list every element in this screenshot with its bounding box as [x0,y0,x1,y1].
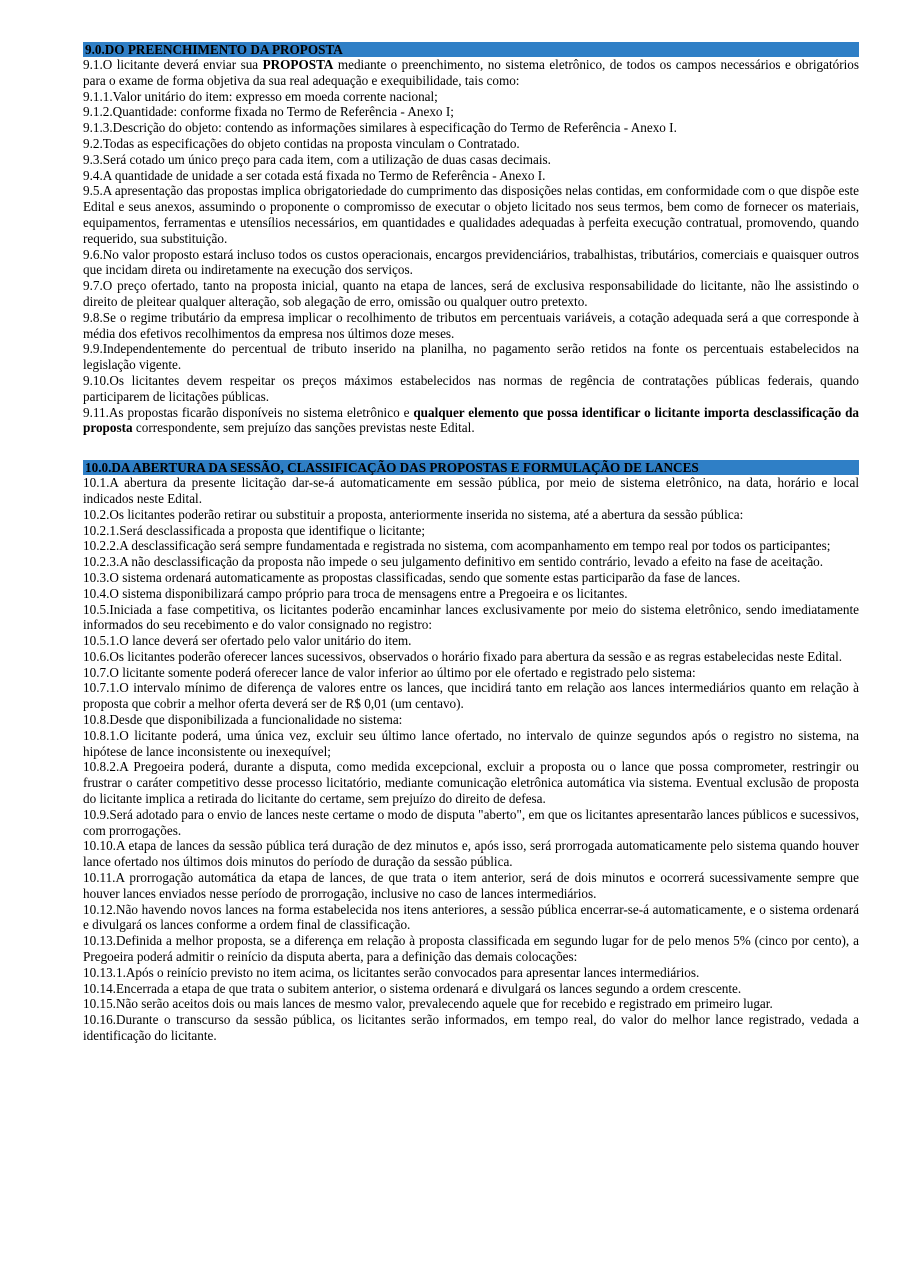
clause-paragraph [83,278,859,310]
text: 10.7.O licitante somente poderá oferecer lance de valor inferior ao último por ele ofertado e registrado pelo sistema: [83,664,696,680]
text: 10.13.Definida a melhor proposta, se a diferença em relação à proposta classificada em segundo lugar for de pelo menos 5% (cinco por cento), a Pregoeira poderá admitir o reinício da disputa aberta, para a definição das demais colocações: [83,933,859,965]
text: 10.5.1.O lance deverá ser ofertado pelo valor unitário do item. [83,633,412,649]
text: 10.3.O sistema ordenará automaticamente as propostas classificadas, sendo que somente estas participarão da fase de lances. [83,569,741,585]
clause-paragraph [83,104,859,120]
text: 10.4.O sistema disponibilizará campo próprio para troca de mensagens entre a Pregoeira e os licitantes. [83,585,628,601]
clause-paragraph [83,168,859,184]
text: 10.5.Iniciada a fase competitiva, os licitantes poderão encaminhar lances exclusivamente por meio do sistema eletrônico, sendo imediatamente informados do seu recebimento e do valor consignado no registro: [83,601,859,633]
clause-paragraph [83,523,859,539]
clause-paragraph [83,120,859,136]
clause-paragraph [83,507,859,523]
section-1 [83,42,859,436]
clause-paragraph [83,136,859,152]
text: 10.11.A prorrogação automática da etapa de lances, de que trata o item anterior, será de dois minutos e ocorrerá sucessivamente sempre que houver lances enviados nesse período de prorrogação, inclusive no caso de lances intermediários. [83,870,859,901]
text: 9.1.O licitante deverá enviar sua [83,57,263,72]
text: correspondente, sem prejuízo das sanções previstas neste Edital. [132,420,475,436]
text: 10.14.Encerrada a etapa de que trata o subitem anterior, o sistema ordenará e divulgará os lances segundo a ordem crescente. [83,980,742,996]
clause-paragraph [83,538,859,554]
text: 10.8.2.A Pregoeira poderá, durante a disputa, como medida excepcional, excluir a proposta ou o lance que possa comprometer, restringir ou frustrar o caráter competitivo desse processo licitatório, mediante comunicação eletrônica automática via sistema. Eventual exclusão de proposta do licitante implica a retirada do licitante do certame, sem prejuízo do direito de defesa. [83,759,859,807]
text: 9.1.2.Quantidade: conforme fixada no Termo de Referência - Anexo I; [83,104,454,120]
clause-paragraph [83,89,859,105]
clause-paragraph [83,633,859,649]
text: 10.2.1.Será desclassificada a proposta que identifique o licitante; [83,522,426,538]
clause-paragraph [83,728,859,760]
clause-paragraph [83,712,859,728]
clause-paragraph [83,152,859,168]
text: 9.5.A apresentação das propostas implica obrigatoriedade do cumprimento das disposições nelas contidas, em conformidade com o que dispõe este Edital e seus anexos, assumindo o proponente o compromisso de executar o objeto licitado nos seus termos, bem como de fornecer os materiais, equipamentos, ferramentas e utensílios necessários, em quantidades e qualidades adequadas à perfeita execução contratual, promovendo, quando requerido, sua substituição. [83,183,859,246]
clause-paragraph [83,586,859,602]
clause-paragraph [83,838,859,870]
clause-paragraph [83,475,859,507]
clause-paragraph [83,57,859,89]
bold-text: qualquer elemento que possa identificar o licitante importa desclassificação da proposta [83,404,859,436]
clause-paragraph [83,807,859,839]
document-page [83,42,859,1044]
text: 9.9.Independentemente do percentual de tributo inserido na planilha, no pagamento serão retidos na fonte os percentuais estabelecidos na legislação vigente. [83,341,859,373]
text: 10.12.Não havendo novos lances na forma estabelecida nos itens anteriores, a sessão pública encerrar-se-á automaticamente, e o sistema ordenará e divulgará os lances conforme a ordem final de classificação. [83,901,859,933]
clause-paragraph [83,373,859,405]
clause-paragraph [83,996,859,1012]
clause-paragraph [83,759,859,806]
clause-paragraph [83,965,859,981]
text: 10.9.Será adotado para o envio de lances neste certame o modo de disputa "aberto", em que os licitantes apresentarão lances públicos e sucessivos, com prorrogações. [83,806,859,838]
clause-paragraph [83,405,859,437]
text: 10.16.Durante o transcurso da sessão pública, os licitantes serão informados, em tempo real, do valor do melhor lance registrado, vedada a identificação do licitante. [83,1012,859,1044]
text: 10.7.1.O intervalo mínimo de diferença de valores entre os lances, que incidirá tanto em relação aos lances intermediários quanto em relação à proposta que cobrir a melhor oferta deverá ser de R$ 0,01 (um centavo). [83,680,859,712]
clause-paragraph [83,933,859,965]
clause-paragraph [83,902,859,934]
clause-paragraph [83,602,859,634]
text: 10.13.1.Após o reinício previsto no item acima, os licitantes serão convocados para apresentar lances intermediários. [83,964,700,980]
clause-paragraph [83,680,859,712]
text: 10.1.A abertura da presente licitação dar-se-á automaticamente em sessão pública, por meio de sistema eletrônico, na data, horário e local indicados neste Edital. [83,475,859,506]
text: 9.11.As propostas ficarão disponíveis no sistema eletrônico e [83,404,414,420]
bold-text: PROPOSTA [262,57,334,72]
text: 10.8.1.O licitante poderá, uma única vez, excluir seu último lance ofertado, no intervalo de quinze segundos após o registro no sistema, na hipótese de lance inconsistente ou inexequível; [83,727,859,759]
text: 10.10.A etapa de lances da sessão pública terá duração de dez minutos e, após isso, será prorrogada automaticamente pelo sistema quando houver lance ofertado nos últimos dois minutos do período de duração da sessão pública. [83,838,859,870]
clause-paragraph [83,310,859,342]
text: 10.15.Não serão aceitos dois ou mais lances de mesmo valor, prevalecendo aquele que for recebido e registrado em primeiro lugar. [83,996,773,1012]
text: 9.2.Todas as especificações do objeto contidas na proposta vinculam o Contratado. [83,135,520,151]
text: 10.6.Os licitantes poderão oferecer lances sucessivos, observados o horário fixado para abertura da sessão e as regras estabelecidas neste Edital. [83,648,843,664]
clause-paragraph [83,554,859,570]
clause-paragraph [83,570,859,586]
section-heading: 9.0.DO PREENCHIMENTO DA PROPOSTA [83,42,859,57]
text: mediante o preenchimento, no sistema eletrônico, de todos os campos necessários e obrigatórios para o exame de forma objetiva da sua real adequação e exequibilidade, tais como: [83,57,859,88]
clause-paragraph [83,247,859,279]
clause-paragraph [83,981,859,997]
text: 10.2.Os licitantes poderão retirar ou substituir a proposta, anteriormente inserida no sistema, até a abertura da sessão pública: [83,506,744,522]
clause-paragraph [83,183,859,246]
text: 9.4.A quantidade de unidade a ser cotada está fixada no Termo de Referência - Anexo I. [83,167,546,183]
text: 10.2.2.A desclassificação será sempre fundamentada e registrada no sistema, com acompanhamento em tempo real por todos os participantes; [83,538,831,554]
clause-paragraph [83,1012,859,1044]
section-heading: 10.0.DA ABERTURA DA SESSÃO, CLASSIFICAÇÃO DAS PROPOSTAS E FORMULAÇÃO DE LANCES [83,460,859,475]
text: 9.10.Os licitantes devem respeitar os preços máximos estabelecidos nas normas de regência de contratações públicas federais, quando participarem de licitações públicas. [83,372,859,404]
text: 10.2.3.A não desclassificação da proposta não impede o seu julgamento definitivo em sentido contrário, levado a efeito na fase de aceitação. [83,554,824,570]
text: 9.8.Se o regime tributário da empresa implicar o recolhimento de tributos em percentuais variáveis, a cotação adequada será a que corresponde à média dos efetivos recolhimentos da empresa nos últimos doze meses. [83,309,859,341]
text: 9.7.O preço ofertado, tanto na proposta inicial, quanto na etapa de lances, será de exclusiva responsabilidade do licitante, não lhe assistindo o direito de pleitear qualquer alteração, sob alegação de erro, omissão ou qualquer outro pretexto. [83,278,859,309]
clause-paragraph [83,341,859,373]
section-2 [83,460,859,1044]
clause-paragraph [83,870,859,902]
clause-paragraph [83,665,859,681]
text: 9.6.No valor proposto estará incluso todos os custos operacionais, encargos previdenciários, trabalhistas, tributários, comerciais e quaisquer outros que incidam direta ou indiretamente na execução dos serviços. [83,246,859,278]
clause-paragraph [83,649,859,665]
text: 9.3.Será cotado um único preço para cada item, com a utilização de duas casas decimais. [83,151,551,167]
text: 9.1.3.Descrição do objeto: contendo as informações similares à especificação do Termo de Referência - Anexo I. [83,120,677,136]
text: 10.8.Desde que disponibilizada a funcionalidade no sistema: [83,712,403,728]
text: 9.1.1.Valor unitário do item: expresso em moeda corrente nacional; [83,88,438,104]
